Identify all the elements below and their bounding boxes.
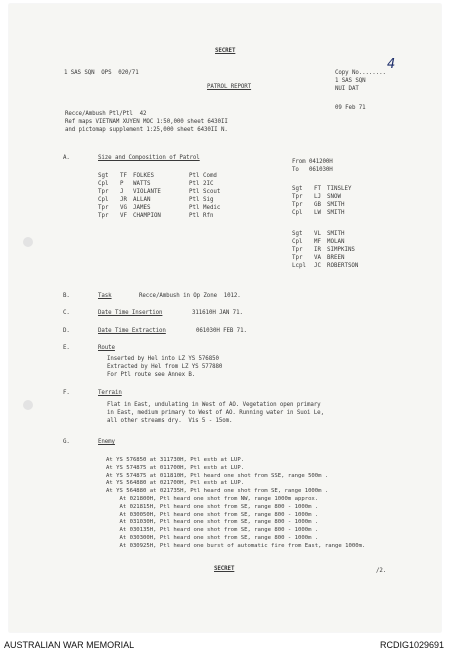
patrol-members-right-2 (292, 230, 379, 270)
member-cell: MF (314, 239, 321, 245)
task-text: Recce/Ambush in Op Zone 1012. (139, 293, 241, 299)
member-cell: Ptl Rfn (189, 213, 214, 219)
route-line: Extracted by Hel from LZ YS 577880 (107, 364, 223, 370)
issuing-unit: 1 SAS SQN (335, 78, 366, 84)
enemy-log-line: At YS 564880 at 021735H, Ptl heard one shot from SE, range 1000m . (106, 488, 329, 495)
member-cell: Cpl (98, 181, 109, 187)
member-cell: Tpr (98, 213, 109, 219)
page-continuation: /2. (376, 568, 387, 574)
patrol-from: From 041200H (292, 159, 333, 165)
member-cell: Ptl Comd (189, 173, 217, 179)
document-title: PATROL REPORT (207, 84, 252, 90)
archive-id: RCDIG1029691 (379, 640, 444, 650)
member-cell: VF (120, 213, 127, 219)
member-cell: VG (120, 205, 127, 211)
intro-line: Ref maps VIETNAM XUYEN MOC 1:50,000 sheet 6430II (65, 119, 228, 125)
section-letter: A. (63, 155, 70, 161)
patrol-to: To 061030H (292, 167, 333, 173)
insertion-dtg: 311610H JAN 71. (192, 310, 243, 316)
section-letter: E. (63, 345, 70, 351)
section-letter: G. (63, 439, 70, 445)
section-heading: Route (98, 345, 115, 351)
terrain-line: Flat in East, undulating in West of AO. Vegetation open primary (107, 402, 321, 408)
document-reference: 1 SAS SQN OPS 020/71 (64, 70, 139, 76)
punch-hole (23, 400, 33, 410)
member-cell: Ptl 2IC (189, 181, 214, 187)
copy-number: Copy No........ (335, 70, 386, 76)
secret-marking-top: SECRET (215, 48, 236, 54)
enemy-log-line: At 030925H, Ptl heard one burst of automatic fire from East, range 1000m. (106, 542, 366, 549)
member-cell: WATTS (133, 181, 151, 187)
section-heading: Size and Composition of Patrol (98, 155, 200, 161)
enemy-log-line: At 021815H, Ptl heard one shot from SE, range 800 - 1000m . (106, 503, 319, 510)
member-cell: GB (314, 202, 321, 208)
member-cell: VIOLANTE (133, 189, 161, 195)
member-cell: JC (314, 263, 321, 269)
punch-hole (23, 237, 33, 247)
member-cell: TINSLEY (327, 186, 352, 192)
enemy-log-line: At 030135H, Ptl heard one shot from SE, range 800 - 1000m . (106, 527, 319, 534)
member-cell: LJ (314, 194, 321, 200)
enemy-contact-log (106, 457, 365, 551)
enemy-log-line: At YS 576850 at 311730H, Ptl estb at LUP. (106, 457, 245, 463)
member-cell: Cpl (98, 197, 109, 203)
member-cell: Ptl Medic (189, 205, 221, 211)
member-cell: P (120, 181, 124, 187)
member-cell: SMITH (327, 202, 345, 208)
terrain-line: all other streams dry. Vis 5 - 15om. (107, 418, 233, 424)
member-cell: Lcpl (292, 263, 306, 269)
patrol-members-left (98, 172, 229, 220)
report-date: 09 Feb 71 (335, 105, 366, 111)
member-cell: VL (314, 231, 321, 237)
enemy-log-line: At YS 574875 at 011810H, Ptl heard one shot from SSE, range 500m . (106, 472, 329, 479)
patrol-members-right-1 (292, 185, 379, 217)
member-cell: ALLAN (133, 197, 151, 203)
member-cell: Tpr (292, 247, 303, 253)
member-cell: Sgt (292, 231, 303, 237)
archive-credit: AUSTRALIAN WAR MEMORIAL (4, 640, 135, 650)
enemy-log-line: At 030300H, Ptl heard one shot from SE, range 800 - 1000m . (106, 534, 319, 541)
member-cell: J (120, 189, 124, 195)
member-cell: JR (120, 197, 127, 203)
member-cell: FT (314, 186, 321, 192)
member-cell: Sgt (292, 186, 303, 192)
member-cell: Ptl Sig (189, 197, 214, 203)
member-cell: IR (314, 247, 321, 253)
intro-line: Recce/Ambush Ptl/Ptl 42 (65, 111, 147, 117)
member-cell: SNOW (327, 194, 341, 200)
member-cell: SIMPKINS (327, 247, 355, 253)
member-cell: BREEN (327, 255, 345, 261)
section-letter: D. (63, 328, 70, 334)
enemy-log-line: At YS 564880 at 021700H, Ptl estb at LUP. (106, 480, 245, 487)
section-letter: F. (63, 390, 70, 396)
member-cell: Ptl Scout (189, 189, 221, 195)
member-cell: Tpr (98, 189, 109, 195)
enemy-log-line: At YS 574875 at 011700H, Ptl estb at LUP. (106, 464, 245, 471)
route-line: Inserted by Hel into LZ YS 576850 (107, 356, 219, 362)
section-letter: C. (63, 310, 70, 316)
intro-line: and pictomap supplement 1:25,000 sheet 6430II N. (65, 127, 228, 133)
member-cell: SMITH (327, 210, 345, 216)
member-cell: CHAMPION (133, 213, 161, 219)
member-cell: FOLKES (133, 173, 154, 179)
extraction-dtg: 061030H FEB 71. (196, 328, 247, 334)
member-cell: TF (120, 173, 127, 179)
document-page (9, 4, 441, 632)
member-cell: Tpr (292, 202, 303, 208)
member-cell: VA (314, 255, 321, 261)
section-heading: Task (98, 293, 112, 299)
member-cell: JAMES (133, 205, 151, 211)
enemy-log-line: At 030050H, Ptl heard one shot from SE, range 800 - 1000m . (106, 511, 319, 518)
handwritten-copy-number: 4 (387, 57, 396, 72)
member-cell: SMITH (327, 231, 345, 237)
member-cell: Sgt (98, 173, 109, 179)
secret-marking-bottom: SECRET (214, 566, 235, 572)
section-heading: Date Time Extraction (98, 328, 166, 334)
terrain-line: in East, medium primary to West of AO. Running water in Suoi Le, (107, 410, 324, 416)
member-cell: Tpr (292, 194, 303, 200)
enemy-log-line: At 021800H, Ptl heard one shot from NW, range 1000m approx. (106, 495, 319, 502)
route-line: For Ptl route see Annex B. (107, 372, 196, 378)
member-cell: ROBERTSON (327, 263, 359, 269)
member-cell: Cpl (292, 239, 303, 245)
section-heading: Enemy (98, 439, 115, 445)
section-heading: Date Time Insertion (98, 310, 163, 316)
enemy-log-line: At 031030H, Ptl heard one shot from SE, range 800 - 1000m . (106, 519, 319, 526)
member-cell: Cpl (292, 210, 303, 216)
section-letter: B. (63, 293, 70, 299)
section-heading: Terrain (98, 390, 122, 396)
location: NUI DAT (335, 86, 359, 92)
member-cell: Tpr (292, 255, 303, 261)
member-cell: MOLAN (327, 239, 345, 245)
member-cell: LW (314, 210, 321, 216)
member-cell: Tpr (98, 205, 109, 211)
